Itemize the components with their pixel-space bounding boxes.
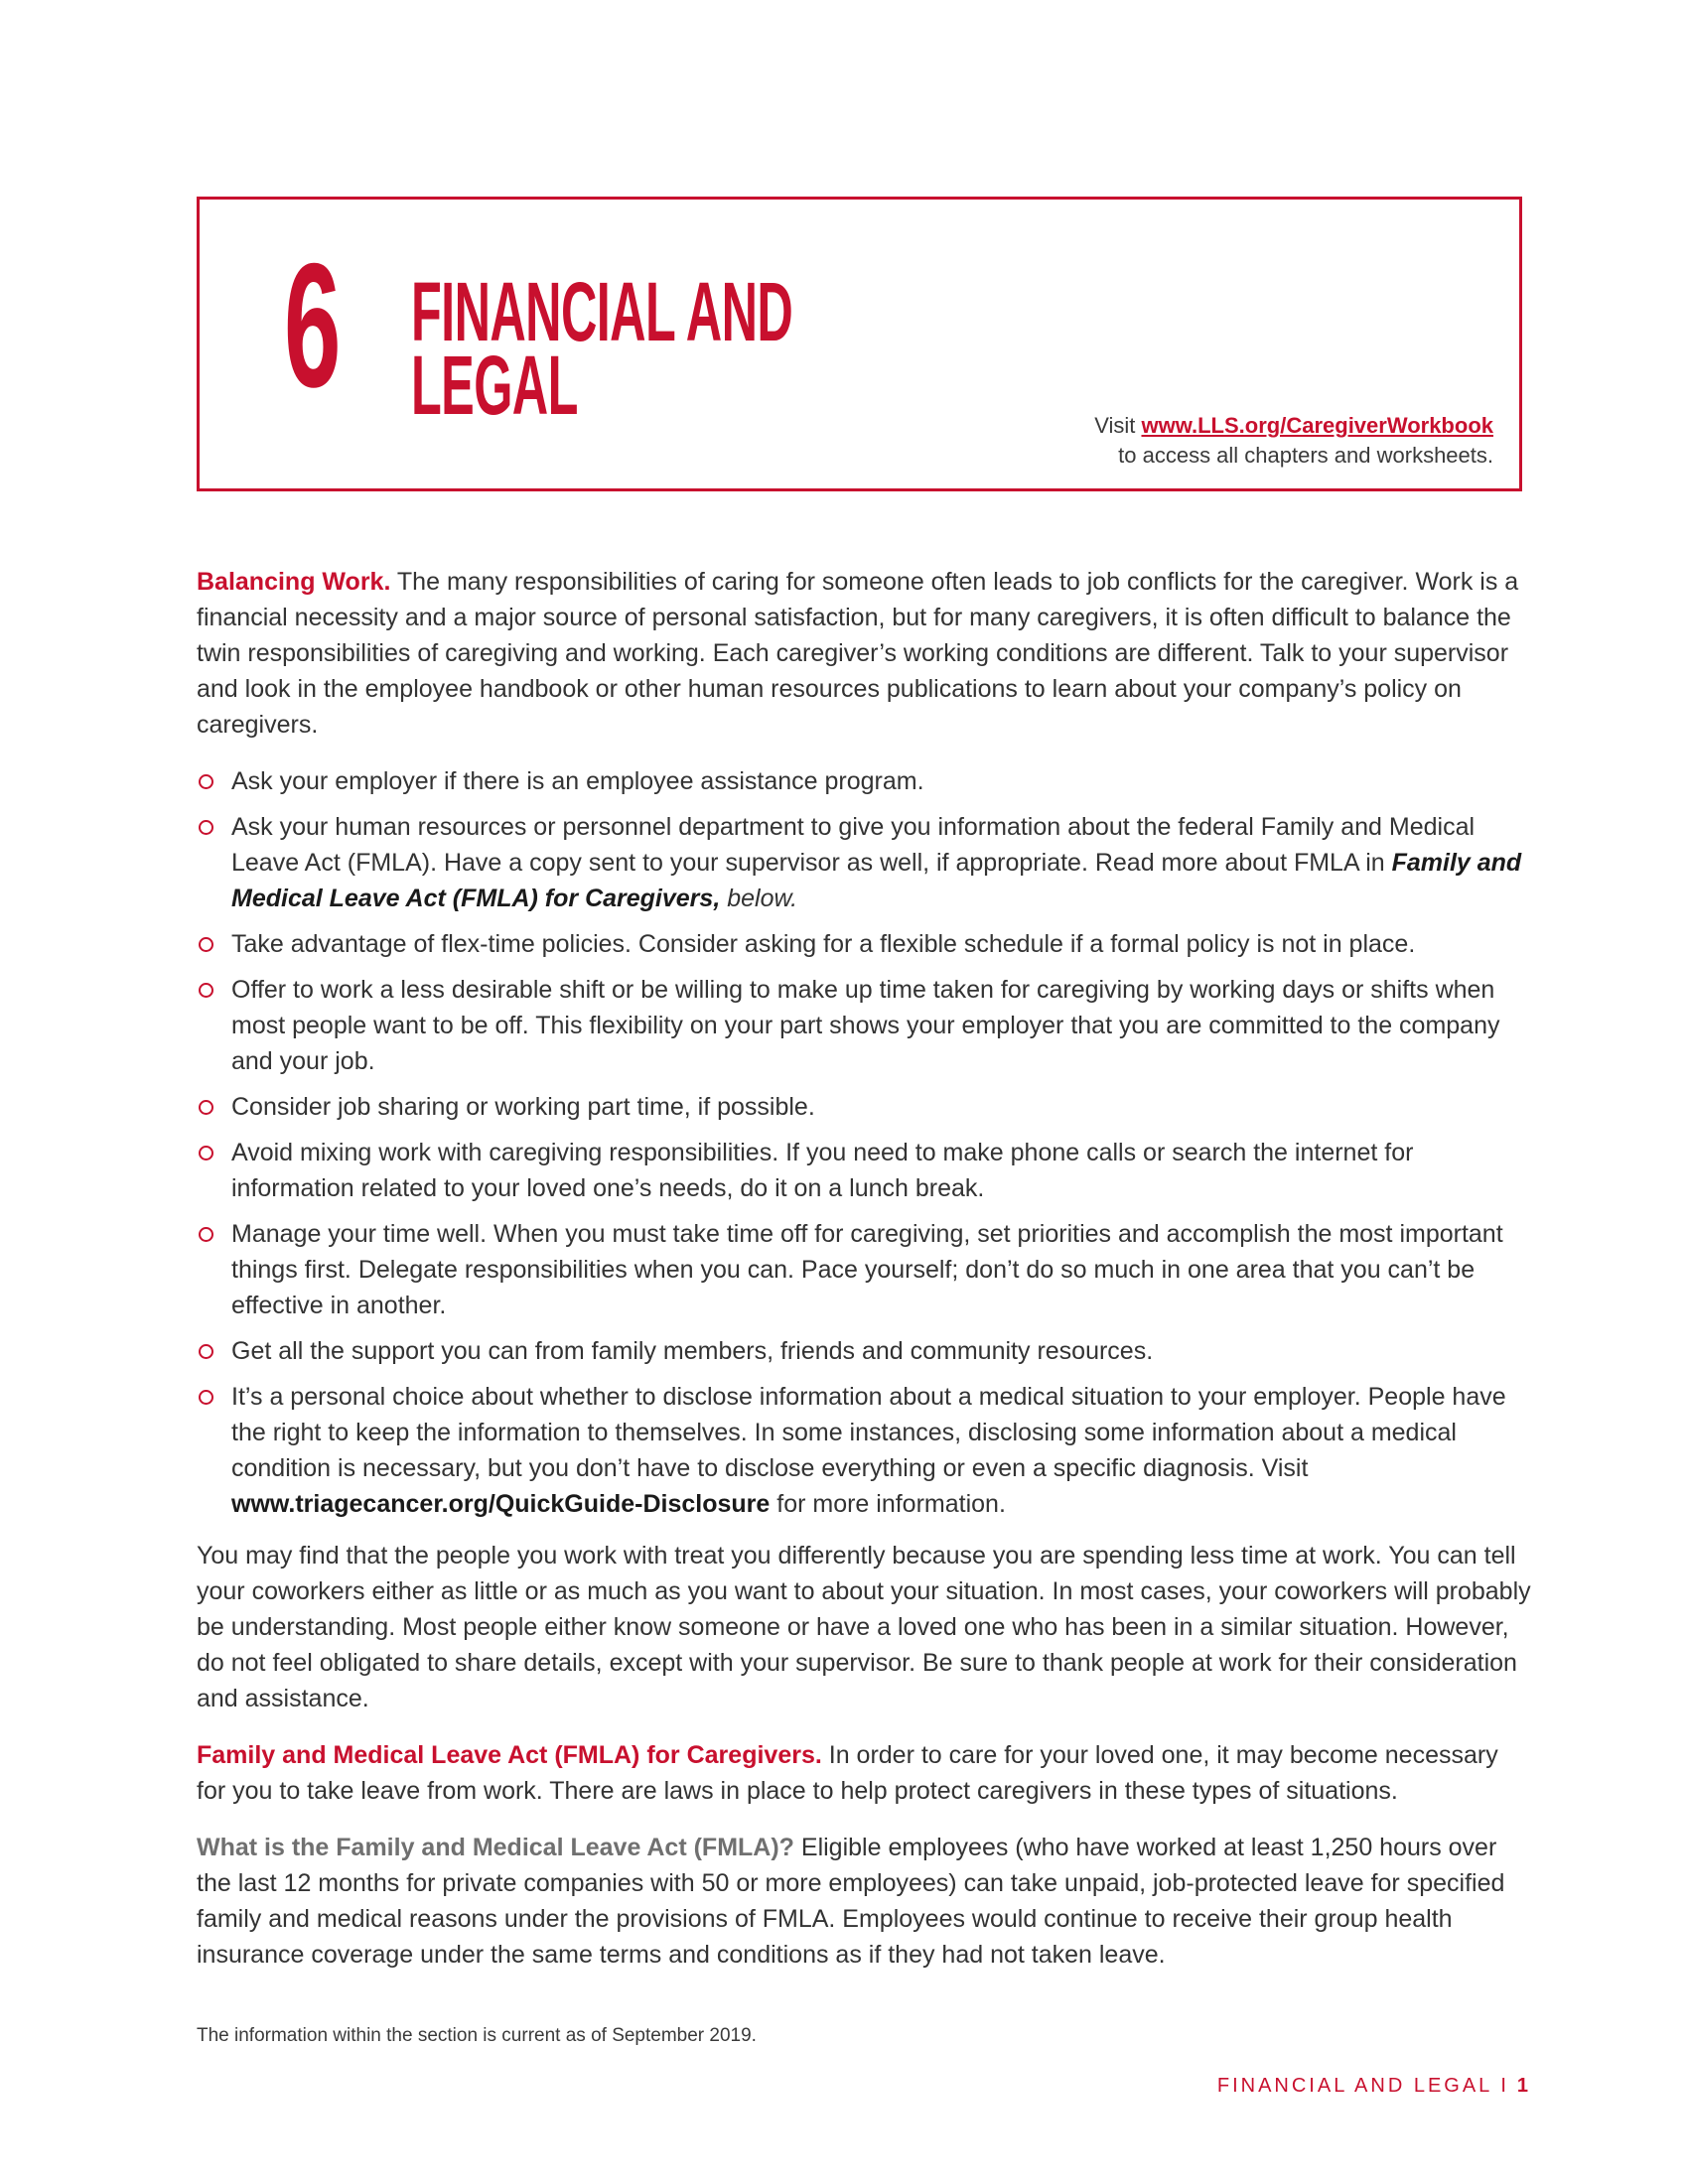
balancing-work-text: The many responsibilities of caring for someone often leads to job conflicts for the caregiver. Work is a financial necessity and a major source of personal satisfaction, but for many caregivers, it is often difficult to balance the twin responsibilities of caregiving and working. Each caregiver’s working conditions are different. Talk to your supervisor and look in the employee handbook or other human resources publications to learn about your company’s policy on caregivers. [197,568,1519,739]
chapter-title [411,265,793,432]
list-item-text: Ask your human resources or personnel department to give you information about the federal Family and Medical Leave Act (FMLA). Have a copy sent to your supervisor as well, if appropriate. Read more about FMLA in [231,813,1476,877]
tips-list [197,763,1532,1522]
visit-note [1094,411,1493,471]
bullet-circle-icon [199,1227,213,1242]
fmla-what-heading: What is the Family and Medical Leave Act (FMLA)? [197,1834,794,1861]
fmla-what-text: Eligible employees (who have worked at least 1,250 hours over the last 12 months for private companies with 50 or more employees) can take unpaid, job-protected leave for specified family and medical reasons under the provisions of FMLA. Employees would continue to receive their group health insurance coverage under the same terms and conditions as if they had not taken leave. [197,1834,1505,1969]
bullet-circle-icon [199,1344,213,1359]
bullet-circle-icon [199,1390,213,1405]
chapter-number: 6 [284,226,340,424]
chapter-title-line-2: LEGAL [411,339,578,432]
list-item [197,1216,1532,1323]
bullet-circle-icon [199,983,213,998]
currency-footnote: The information within the section is current as of September 2019. [197,2025,757,2046]
list-item-text: Get all the support you can from family members, friends and community resources. [231,1337,1154,1365]
triage-cancer-link[interactable]: www.triagecancer.org/QuickGuide-Disclosure [231,1490,771,1518]
page-footer [1217,2075,1531,2098]
footer-separator: I [1500,2075,1509,2097]
list-item [197,1333,1532,1369]
list-item-text: Ask your employer if there is an employee assistance program. [231,767,924,795]
list-item-text: It’s a personal choice about whether to disclose information about a medical situation to your employer. People have the right to keep the information to themselves. In some instances, disclosing some information about a medical condition is necessary, but you don’t have to disclose everything or even a specific diagnosis. Visit [231,1383,1506,1482]
list-item [197,1135,1532,1206]
visit-suffix: to access all chapters and worksheets. [1118,443,1493,468]
main-content [197,564,1532,1993]
bullet-circle-icon [199,820,213,835]
list-item-text-end: below. [720,885,798,912]
list-item [197,809,1532,916]
list-item [197,1379,1532,1522]
list-item [197,1089,1532,1125]
bullet-circle-icon [199,1146,213,1160]
fmla-text: In order to care for your loved one, it may become necessary for you to take leave from work. There are laws in place to help protect caregivers in these types of situations. [197,1741,1498,1805]
workbook-link[interactable]: www.LLS.org/CaregiverWorkbook [1141,413,1493,438]
list-item [197,763,1532,799]
fmla-what-paragraph [197,1830,1532,1973]
fmla-paragraph [197,1737,1532,1809]
list-item-text: Avoid mixing work with caregiving responsibilities. If you need to make phone calls or search the internet for information related to your loved one’s needs, do it on a lunch break. [231,1139,1414,1202]
balancing-work-heading: Balancing Work. [197,568,391,596]
fmla-heading: Family and Medical Leave Act (FMLA) for Caregivers. [197,1741,822,1769]
list-item [197,972,1532,1079]
bullet-circle-icon [199,774,213,789]
coworkers-paragraph: You may find that the people you work with treat you differently because you are spending less time at work. You can tell your coworkers either as little or as much as you want to about your situation. In most cases, your coworkers will probably be understanding. Most people either know someone or have a loved one who has been in a similar situation. However, do not feel obligated to share details, except with your supervisor. Be sure to thank people at work for their consideration and assistance. [197,1542,1531,1712]
page-number: 1 [1516,2075,1531,2097]
footer-section-title: FINANCIAL AND LEGAL [1216,2075,1493,2097]
bullet-circle-icon [199,937,213,952]
fmla-section-reference: Family and Medical Leave Act (FMLA) for Caregivers, [231,849,1522,912]
list-item [197,926,1532,962]
list-item-text: Consider job sharing or working part time, if possible. [231,1093,815,1121]
list-item-text: Offer to work a less desirable shift or be willing to make up time taken for caregiving by working days or shifts when most people want to be off. This flexibility on your part shows your employer that you are committed to the company and your job. [231,976,1500,1075]
list-item-text: Manage your time well. When you must take time off for caregiving, set priorities and accomplish the most important things first. Delegate responsibilities when you can. Pace yourself; don’t do so much in one area that you can’t be effective in another. [231,1220,1503,1319]
list-item-text: Take advantage of flex-time policies. Consider asking for a flexible schedule if a formal policy is not in place. [231,930,1416,958]
chapter-title-line-1: FINANCIAL AND [411,265,793,358]
balancing-work-paragraph [197,564,1532,743]
visit-prefix: Visit [1094,413,1142,438]
list-item-text-end: for more information. [770,1490,1006,1518]
chapter-header-box [197,197,1522,491]
bullet-circle-icon [199,1100,213,1115]
